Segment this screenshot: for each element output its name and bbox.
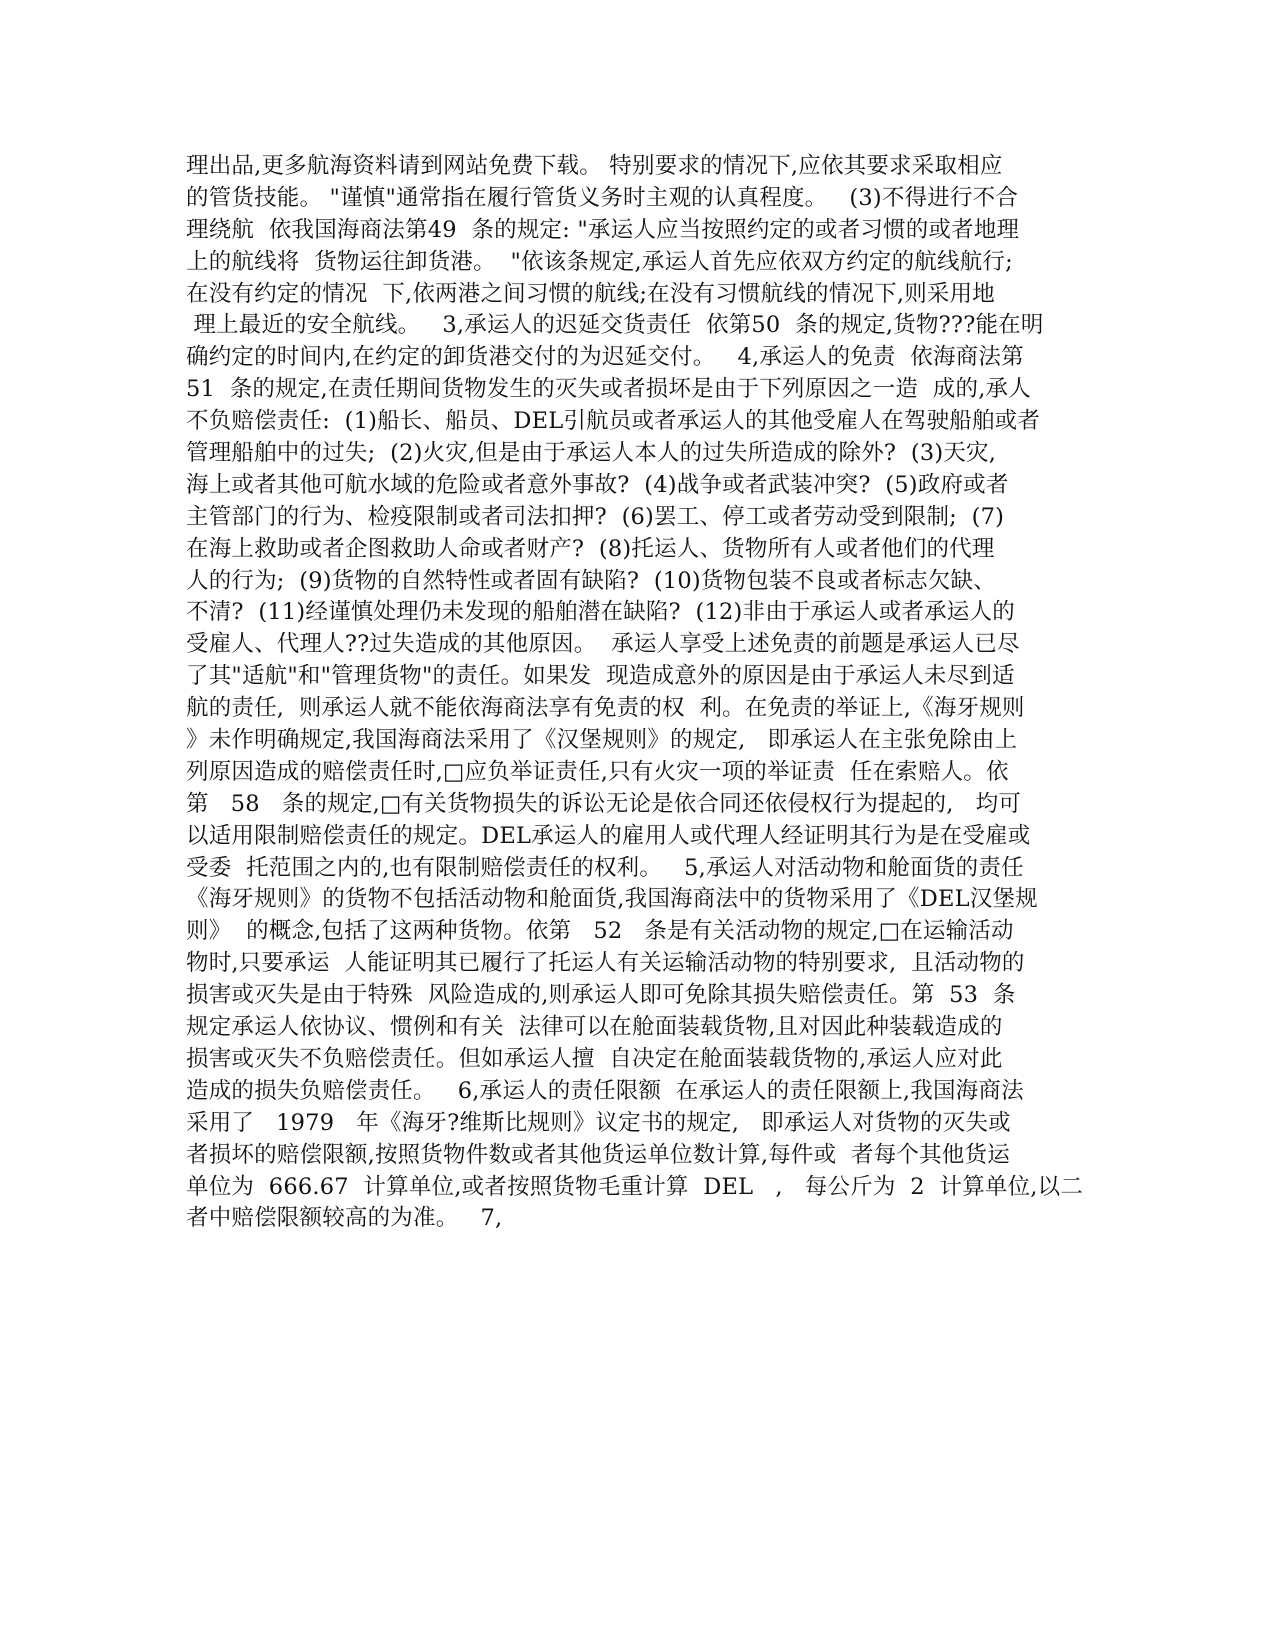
text-line: 在没有约定的情况 下,依两港之间习惯的航线;在没有习惯航线的情况下,则采用地: [186, 280, 995, 307]
text-line: 不负赔偿责任: (1)船长、船员、DEL引航员或者承运人的其他受雇人在驾驶船舶或者: [186, 408, 1041, 435]
text-line: 受委 托范围之内的,也有限制赔偿责任的权利。 5,承运人对活动物和舱面货的责任: [186, 854, 1024, 881]
text-line: 》未作明确规定,我国海商法采用了《汉堡规则》的规定, 即承运人在主张免除由上: [186, 727, 1018, 754]
text-line: 物时,只要承运 人能证明其已履行了托运人有关运输活动物的特别要求, 且活动物的: [186, 950, 1025, 977]
text-line: 上的航线将 货物运往卸货港。 "依该条规定,承运人首先应依双方约定的航线航行;: [186, 248, 1013, 275]
text-line: 者损坏的赔偿限额,按照货物件数或者其他货运单位数计算,每件或 者每个其他货运: [186, 1141, 1010, 1168]
text-line: 造成的损失负赔偿责任。 6,承运人的责任限额 在承运人的责任限额上,我国海商法: [186, 1077, 1024, 1104]
text-line: 不清? (11)经谨慎处理仍未发现的船舶潜在缺陷? (12)非由于承运人或者承运人的: [186, 599, 1015, 626]
text-line: 受雇人、代理人??过失造成的其他原因。 承运人享受上述免责的前题是承运人已尽: [186, 631, 1020, 658]
text-line: 单位为 666.67 计算单位,或者按照货物毛重计算 DEL , 每公斤为 2 计算单位,以二: [186, 1173, 1084, 1200]
text-line: 理绕航 依我国海商法第49 条的规定: "承运人应当按照约定的或者习惯的或者地理: [186, 216, 1020, 243]
text-line: 规定承运人依协议、惯例和有关 法律可以在舱面装载货物,且对因此种装载造成的: [186, 1014, 1003, 1041]
text-line: 理出品,更多航海资料请到网站免费下载。 特别要求的情况下,应依其要求采取相应: [186, 153, 1003, 179]
text-line: 了其"适航"和"管理货物"的责任。如果发 现造成意外的原因是由于承运人未尽到适: [186, 663, 1015, 690]
text-line: 者中赔偿限额较高的为准。 7,: [186, 1205, 503, 1232]
text-line: 则》 的概念,包括了这两种货物。依第 52 条是有关活动物的规定,□在运输活动: [186, 918, 1014, 945]
text-line: 确约定的时间内,在约定的卸货港交付的为迟延交付。 4,承运人的免责 依海商法第: [186, 344, 1024, 371]
text-line: 损害或灭失是由于特殊 风险造成的,则承运人即可免除其损失赔偿责任。第 53 条: [186, 982, 1016, 1009]
text-line: 以适用限制赔偿责任的规定。DEL承运人的雇用人或代理人经证明其行为是在受雇或: [186, 822, 1031, 849]
text-line: 损害或灭失不负赔偿责任。但如承运人擅 自决定在舱面装载货物的,承运人应对此: [186, 1045, 1003, 1072]
text-line: 理上最近的安全航线。 3,承运人的迟延交货责任 依第50 条的规定,货物???能在明: [186, 312, 1044, 339]
text-line: 的管货技能。 "谨慎"通常指在履行管货义务时主观的认真程度。 (3)不得进行不合: [186, 184, 1019, 211]
text-line: 第 58 条的规定,□有关货物损失的诉讼无论是依合同还依侵权行为提起的, 均可: [186, 790, 1022, 817]
text-line: 管理船舶中的过失; (2)火灾,但是由于承运人本人的过失所造成的除外? (3)天灾,: [186, 440, 997, 467]
text-line: 主管部门的行为、检疫限制或者司法扣押? (6)罢工、停工或者劳动受到限制; (7): [186, 503, 1005, 530]
body-text: [186, 151, 1091, 1235]
text-line: 采用了 1979 年《海牙?维斯比规则》议定书的规定, 即承运人对货物的灭失或: [186, 1109, 1011, 1136]
text-line: 在海上救助或者企图救助人命或者财产? (8)托运人、货物所有人或者他们的代理: [186, 535, 995, 562]
text-line: 航的责任, 则承运人就不能依海商法享有免责的权 利。在免责的举证上,《海牙规则: [186, 695, 1025, 722]
text-line: 51 条的规定,在责任期间货物发生的灭失或者损坏是由于下列原因之一造 成的,承人: [186, 376, 1031, 403]
text-line: 人的行为; (9)货物的自然特性或者固有缺陷? (10)货物包装不良或者标志欠缺、: [186, 567, 996, 594]
text-line: 海上或者其他可航水域的危险或者意外事故? (4)战争或者武装冲突? (5)政府或者: [186, 471, 1009, 498]
text-line: 列原因造成的赔偿责任时,□应负举证责任,只有火灾一项的举证责 任在索赔人。依: [186, 758, 1009, 785]
text-line: 《海牙规则》的货物不包括活动物和舱面货,我国海商法中的货物采用了《DEL汉堡规: [186, 886, 1038, 913]
